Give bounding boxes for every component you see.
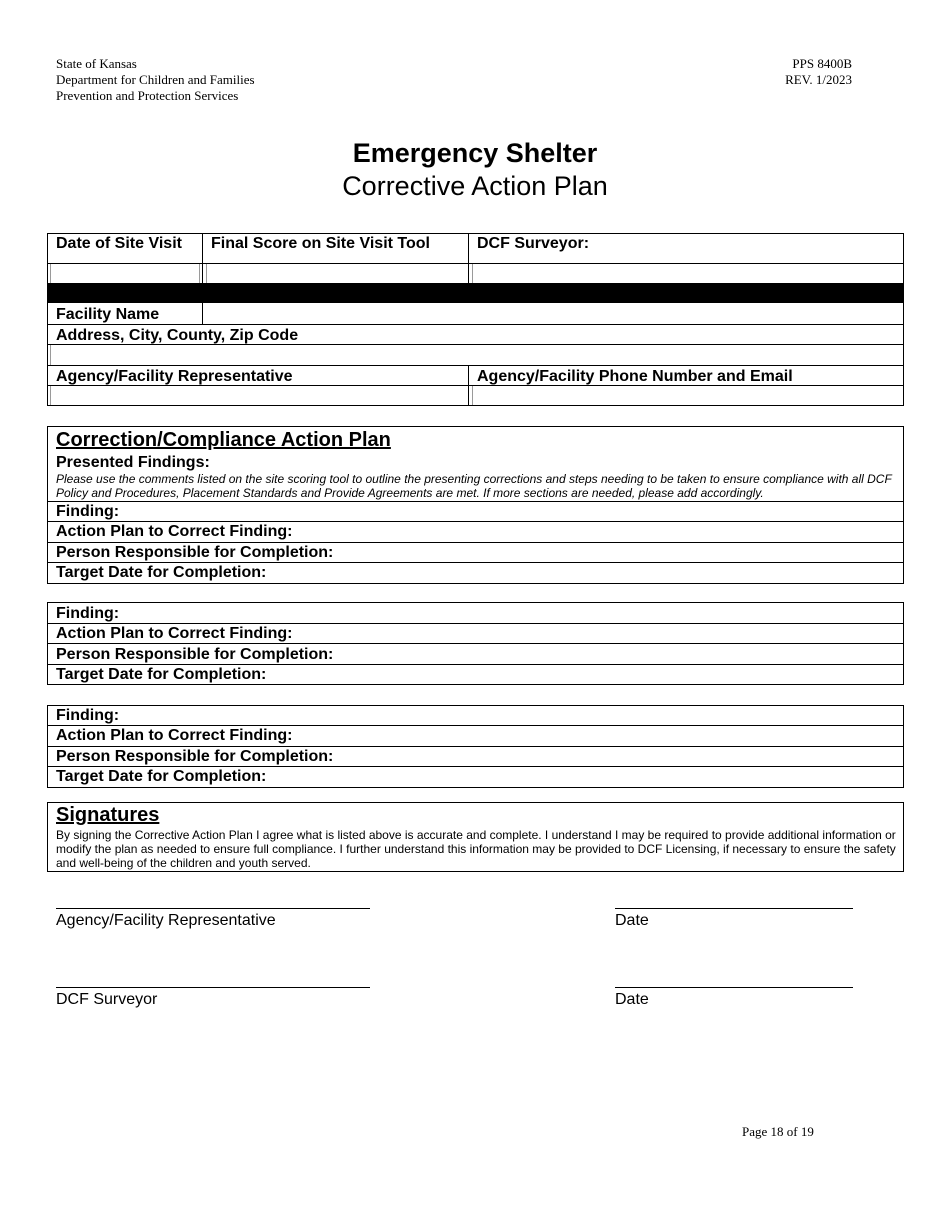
action-plan-label: Action Plan to Correct Finding: — [56, 727, 293, 744]
divider — [468, 365, 469, 406]
signature-statement: By signing the Corrective Action Plan I agree what is listed above is accurate and complete. I understand I may be required to provide additional information or modify the plan as needed to ensure full compliance. I further understand this information may be provided to DCF Licensing, if necessary to ensure the safety and well-being of the children and youth served. — [56, 828, 896, 870]
divider — [468, 233, 469, 283]
facility-name-field[interactable] — [206, 305, 901, 323]
facility-name-label: Facility Name — [56, 306, 160, 323]
final-score-label: Final Score on Site Visit Tool — [211, 235, 430, 252]
agency-rep-label: Agency/Facility Representative — [56, 368, 293, 385]
action-plan-label: Action Plan to Correct Finding: — [56, 523, 293, 540]
date-of-site-visit-field[interactable] — [50, 264, 200, 283]
agency-rep-signature-line[interactable] — [56, 908, 370, 909]
divider — [47, 643, 904, 644]
date-of-site-visit-label: Date of Site Visit — [56, 235, 182, 252]
findings-instructions: Please use the comments listed on the site scoring tool to outline the presenting corrections and steps needing to be taken to ensure compliance with all DCF Policy and Procedures, Placement Standards and Provide Agreements are met. If more sections are needed, please add accordingly. — [56, 472, 892, 500]
target-date-label: Target Date for Completion: — [56, 768, 267, 785]
agency-rep-date-line[interactable] — [615, 908, 853, 909]
divider — [47, 501, 904, 502]
agency-rep-date-label: Date — [615, 912, 649, 929]
signatures-heading: Signatures — [56, 804, 160, 826]
dcf-surveyor-date-label: Date — [615, 991, 649, 1008]
person-responsible-label: Person Responsible for Completion: — [56, 748, 334, 765]
finding-label: Finding: — [56, 605, 120, 622]
address-label: Address, City, County, Zip Code — [56, 327, 299, 344]
person-responsible-label: Person Responsible for Completion: — [56, 646, 334, 663]
dcf-surveyor-label: DCF Surveyor: — [477, 235, 590, 252]
form-id-header — [760, 56, 852, 88]
target-date-label: Target Date for Completion: — [56, 666, 267, 683]
agency-header — [56, 56, 255, 104]
finding-label: Finding: — [56, 707, 120, 724]
address-field[interactable] — [50, 345, 901, 365]
section-divider-bar — [48, 284, 903, 303]
form-revision: REV. 1/2023 — [785, 72, 852, 87]
agency-rep-signature-label: Agency/Facility Representative — [56, 912, 276, 929]
page-number: Page 18 of 19 — [742, 1124, 814, 1139]
presented-findings-label: Presented Findings: — [56, 454, 210, 471]
state-name: State of Kansas — [56, 56, 137, 71]
target-date-label: Target Date for Completion: — [56, 564, 267, 581]
page-title: Emergency Shelter — [352, 138, 598, 168]
agency-phone-label: Agency/Facility Phone Number and Email — [477, 368, 793, 385]
division-name: Prevention and Protection Services — [56, 88, 239, 103]
finding-label: Finding: — [56, 503, 120, 520]
action-plan-label: Action Plan to Correct Finding: — [56, 625, 293, 642]
agency-rep-field[interactable] — [50, 386, 464, 405]
divider — [47, 324, 904, 325]
divider — [202, 303, 203, 324]
action-plan-heading: Correction/Compliance Action Plan — [56, 429, 391, 451]
agency-phone-field[interactable] — [472, 386, 901, 405]
dcf-surveyor-signature-label: DCF Surveyor — [56, 991, 158, 1008]
person-responsible-label: Person Responsible for Completion: — [56, 544, 334, 561]
page-subtitle: Corrective Action Plan — [342, 171, 608, 201]
dcf-surveyor-signature-line[interactable] — [56, 987, 370, 988]
final-score-field[interactable] — [206, 264, 464, 283]
dcf-surveyor-field[interactable] — [472, 264, 901, 283]
department-name: Department for Children and Families — [56, 72, 255, 87]
divider — [202, 233, 203, 283]
dcf-surveyor-date-line[interactable] — [615, 987, 853, 988]
divider — [47, 365, 904, 366]
form-number: PPS 8400B — [792, 56, 852, 71]
